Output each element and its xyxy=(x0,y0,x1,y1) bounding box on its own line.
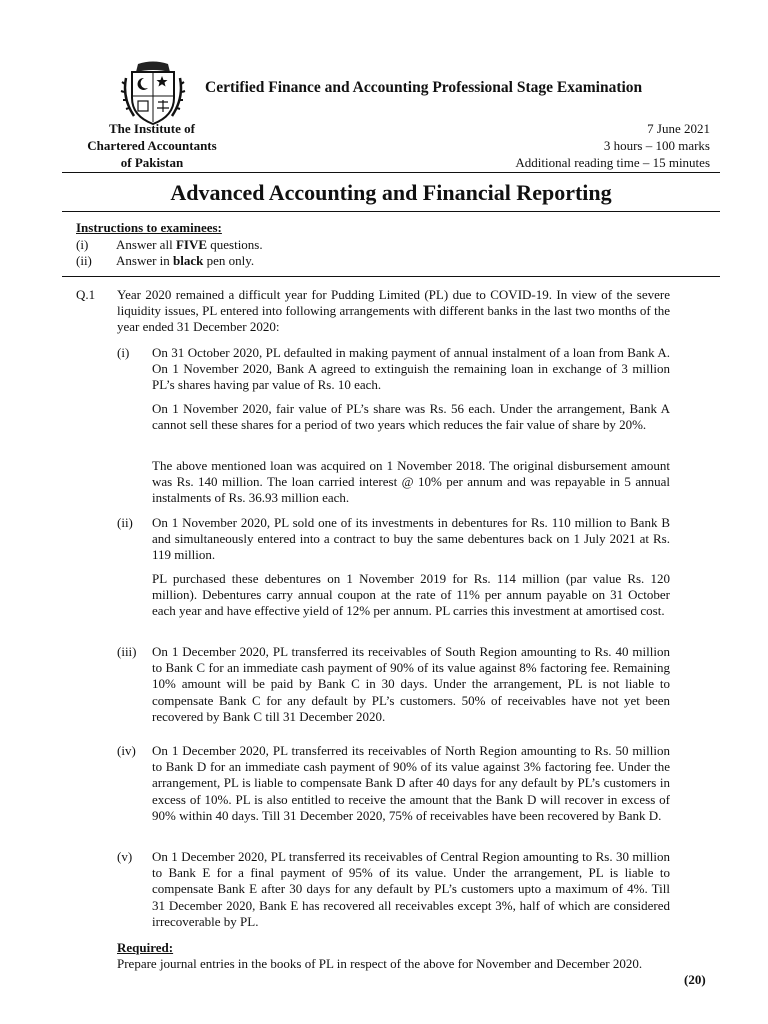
question-intro: Year 2020 remained a difficult year for Pudding Limited (PL) due to COVID-19. In view of the severe liquidity issues, PL entered into following arrangements with different banks in the last two months of the year ended 31 December 2020: xyxy=(117,287,670,335)
part-number: (iii) xyxy=(117,644,137,659)
part-paragraph: On 1 November 2020, PL sold one of its investments in debentures for Rs. 110 million to Bank B and simultaneously entered into a contract to buy the same debentures back on 1 July 2021 at Rs. 119 million. xyxy=(152,515,670,563)
reading-time: Additional reading time – 15 minutes xyxy=(515,155,710,170)
required-heading: Required: xyxy=(117,940,174,955)
divider xyxy=(62,211,720,212)
part-paragraph: On 1 December 2020, PL transferred its receivables of Central Region amounting to Rs. 30 million to Bank E for a final payment of 95% of its value. Under the arrangement, PL is liable to compensate Bank E after 30 days for any default by PL’s customers upto a maximum of 4%. Till 31 December 2020, Bank E has recovered all receivables except 3%, half of which are considered irrecoverable by PL. xyxy=(152,849,670,929)
instruction-text: Answer in xyxy=(116,253,174,268)
instruction-item xyxy=(76,253,254,269)
institute-line: Chartered Accountants xyxy=(87,138,217,153)
part-number: (i) xyxy=(117,345,130,360)
institute-line: of Pakistan xyxy=(120,155,184,170)
part-paragraph: PL purchased these debentures on 1 November 2019 for Rs. 114 million (par value Rs. 120 million). Debentures carry annual coupon at the rate of 11% per annum payable on 31 October each year and have effective yield of 12% per annum. PL carries this investment at amortised cost. xyxy=(152,571,670,619)
part-paragraph: On 1 December 2020, PL transferred its receivables of South Region amounting to Rs. 40 million to Bank C for an immediate cash payment of 90% of its value against 8% factoring fee. Remaining 10% amount will be paid by Bank C in 30 days. Under the arrangement, PL is not liable to compensate Bank C for any default by PL’s customers. 50% of receivables have not yet been recovered by Bank C till 31 December 2020. xyxy=(152,644,670,724)
divider xyxy=(62,172,720,173)
instructions-heading: Instructions to examinees: xyxy=(76,220,222,235)
instruction-text: questions. xyxy=(207,237,263,252)
question-number: Q.1 xyxy=(76,287,96,302)
part-paragraph: The above mentioned loan was acquired on 1 November 2018. The original disbursement amount was Rs. 140 million. The loan carried interest @ 10% per annum and was repayable in 5 annual instalments of Rs. 36.93 million each. xyxy=(152,458,670,506)
exam-title: Certified Finance and Accounting Professional Stage Examination xyxy=(205,79,643,96)
instruction-number: (i) xyxy=(76,237,89,252)
part-number: (v) xyxy=(117,849,133,864)
institute-name xyxy=(62,120,242,171)
exam-meta xyxy=(515,120,710,171)
question-marks: (20) xyxy=(684,972,706,987)
instruction-text: Answer all xyxy=(116,237,176,252)
part-paragraph: On 1 December 2020, PL transferred its receivables of North Region amounting to Rs. 50 million to Bank D for an immediate cash payment of 90% of its value against 3% factoring fee. Under the arrangement, PL is liable to compensate Bank D after 40 days for any default by PL’s customers in excess of 10%. PL is also entitled to receive the amount that the Bank D will recover in excess of 90% within 40 days. Till 31 December 2020, 75% of receivables have been recovered by Bank D. xyxy=(152,743,670,823)
institute-line: The Institute of xyxy=(109,121,195,136)
instruction-item xyxy=(76,237,263,253)
exam-duration: 3 hours – 100 marks xyxy=(603,138,710,153)
part-paragraph: On 1 November 2020, fair value of PL’s share was Rs. 56 each. Under the arrangement, Bank A cannot sell these shares for a period of two years which reduces the fair value of share by 20%. xyxy=(152,401,670,433)
part-number: (ii) xyxy=(117,515,133,530)
instruction-emphasis: black xyxy=(173,253,204,268)
part-paragraph: On 31 October 2020, PL defaulted in making payment of annual instalment of a loan from Bank A. On 1 November 2020, Bank A agreed to extinguish the remaining loan in exchange of 3 million PL’s shares having par value of Rs. 10 each. xyxy=(152,345,670,393)
paper-title: Advanced Accounting and Financial Reporting xyxy=(170,180,612,205)
divider xyxy=(62,276,720,277)
instruction-text: pen only. xyxy=(203,253,255,268)
institute-logo-icon xyxy=(118,58,188,128)
exam-date: 7 June 2021 xyxy=(647,121,710,136)
instruction-number: (ii) xyxy=(76,253,92,268)
part-number: (iv) xyxy=(117,743,136,758)
required-text: Prepare journal entries in the books of PL in respect of the above for November and December 2020. xyxy=(117,956,643,971)
instruction-emphasis: FIVE xyxy=(175,237,207,252)
